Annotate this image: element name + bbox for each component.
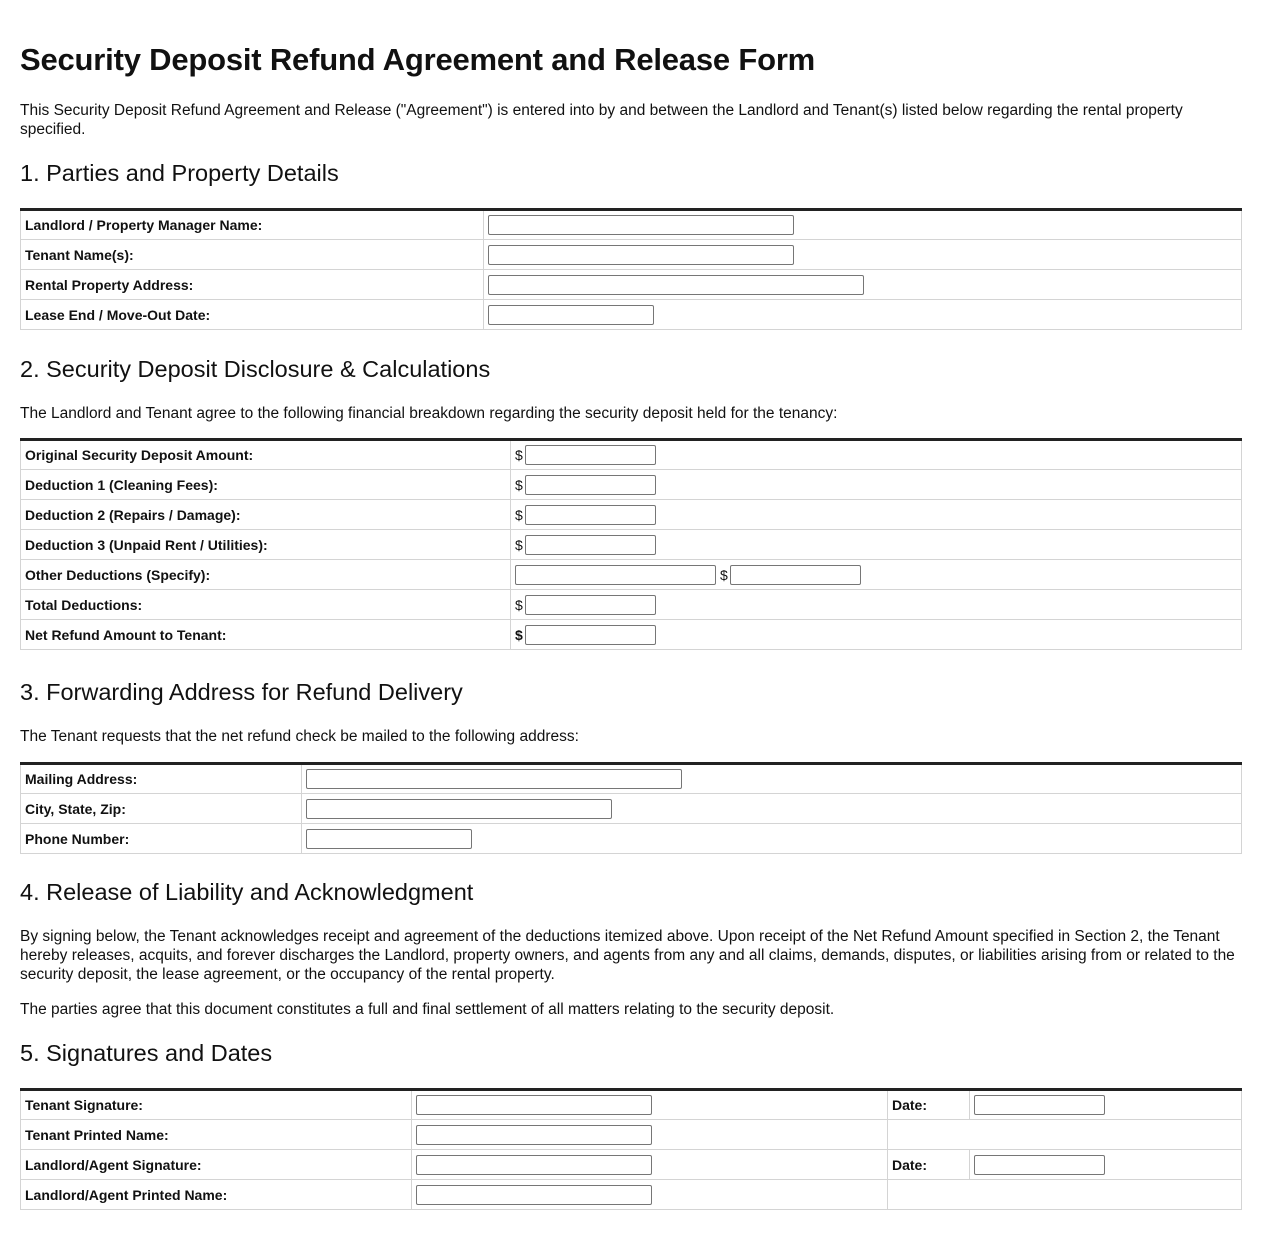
table-row xyxy=(21,1120,1242,1150)
signatures-table xyxy=(20,1088,1242,1210)
section1-heading: 1. Parties and Property Details xyxy=(20,160,339,186)
dollar-sign: $ xyxy=(720,566,728,583)
table-row xyxy=(21,560,1242,590)
repairs-damage-input[interactable] xyxy=(525,505,656,525)
phone-number-input[interactable] xyxy=(306,829,472,849)
other-deductions-label: Other Deductions (Specify): xyxy=(21,560,511,590)
table-row xyxy=(21,794,1242,824)
dollar-sign: $ xyxy=(515,536,523,553)
total-deductions-label: Total Deductions: xyxy=(21,590,511,620)
property-address-input[interactable] xyxy=(488,275,864,295)
original-deposit-label: Original Security Deposit Amount: xyxy=(21,440,511,470)
dollar-sign: $ xyxy=(515,596,523,613)
city-state-zip-label: City, State, Zip: xyxy=(21,794,302,824)
table-row xyxy=(21,210,1242,240)
landlord-name-input[interactable] xyxy=(488,215,794,235)
move-out-date-input[interactable] xyxy=(488,305,654,325)
date-label: Date: xyxy=(888,1150,970,1180)
tenant-signature-input[interactable] xyxy=(416,1095,652,1115)
net-refund-label: Net Refund Amount to Tenant: xyxy=(21,620,511,650)
section4-heading: 4. Release of Liability and Acknowledgment xyxy=(20,879,474,905)
cleaning-fees-input[interactable] xyxy=(525,475,656,495)
tenant-names-label: Tenant Name(s): xyxy=(21,240,484,270)
original-deposit-input[interactable] xyxy=(525,445,656,465)
landlord-signature-label: Landlord/Agent Signature: xyxy=(21,1150,412,1180)
tenant-printed-name-input[interactable] xyxy=(416,1125,652,1145)
landlord-date-input[interactable] xyxy=(974,1155,1105,1175)
landlord-printed-name-label: Landlord/Agent Printed Name: xyxy=(21,1180,412,1210)
table-row xyxy=(21,300,1242,330)
dollar-sign: $ xyxy=(515,506,523,523)
intro-text: This Security Deposit Refund Agreement and Release ("Agreement") is entered into by and between the Landlord and Tenant(s) listed below regarding the rental property specified. xyxy=(20,102,1183,138)
parties-table xyxy=(20,208,1242,330)
tenant-date-input[interactable] xyxy=(974,1095,1105,1115)
landlord-signature-input[interactable] xyxy=(416,1155,652,1175)
repairs-damage-label: Deduction 2 (Repairs / Damage): xyxy=(21,500,511,530)
unpaid-rent-label: Deduction 3 (Unpaid Rent / Utilities): xyxy=(21,530,511,560)
property-address-label: Rental Property Address: xyxy=(21,270,484,300)
table-row xyxy=(21,1090,1242,1120)
table-row xyxy=(21,590,1242,620)
page-title: Security Deposit Refund Agreement and Release Form xyxy=(20,42,816,77)
section3-heading: 3. Forwarding Address for Refund Delivery xyxy=(20,679,463,705)
table-row xyxy=(21,500,1242,530)
dollar-sign: $ xyxy=(515,476,523,493)
cleaning-fees-label: Deduction 1 (Cleaning Fees): xyxy=(21,470,511,500)
section2-heading: 2. Security Deposit Disclosure & Calculations xyxy=(20,356,491,382)
deposit-table xyxy=(20,438,1242,650)
table-row xyxy=(21,620,1242,650)
section5-heading: 5. Signatures and Dates xyxy=(20,1040,273,1066)
table-row xyxy=(21,764,1242,794)
table-row xyxy=(21,1180,1242,1210)
tenant-printed-name-label: Tenant Printed Name: xyxy=(21,1120,412,1150)
table-row xyxy=(21,270,1242,300)
table-row xyxy=(21,530,1242,560)
table-row xyxy=(21,440,1242,470)
table-row xyxy=(21,824,1242,854)
city-state-zip-input[interactable] xyxy=(306,799,612,819)
phone-number-label: Phone Number: xyxy=(21,824,302,854)
total-deductions-input[interactable] xyxy=(525,595,656,615)
tenant-names-input[interactable] xyxy=(488,245,794,265)
net-refund-input[interactable] xyxy=(525,625,656,645)
table-row xyxy=(21,470,1242,500)
mailing-address-input[interactable] xyxy=(306,769,682,789)
mailing-address-label: Mailing Address: xyxy=(21,764,302,794)
other-deductions-amount-input[interactable] xyxy=(730,565,861,585)
date-label: Date: xyxy=(888,1090,970,1120)
tenant-signature-label: Tenant Signature: xyxy=(21,1090,412,1120)
forwarding-address-table xyxy=(20,762,1242,854)
table-row xyxy=(21,1150,1242,1180)
settlement-paragraph: The parties agree that this document constitutes a full and final settlement of all matters relating to the security deposit. xyxy=(20,1001,835,1018)
section2-description: The Landlord and Tenant agree to the following financial breakdown regarding the security deposit held for the tenancy: xyxy=(20,405,838,422)
unpaid-rent-input[interactable] xyxy=(525,535,656,555)
section3-description: The Tenant requests that the net refund check be mailed to the following address: xyxy=(20,728,579,745)
move-out-date-label: Lease End / Move-Out Date: xyxy=(21,300,484,330)
other-deductions-specify-input[interactable] xyxy=(515,565,716,585)
landlord-printed-name-input[interactable] xyxy=(416,1185,652,1205)
table-row xyxy=(21,240,1242,270)
landlord-name-label: Landlord / Property Manager Name: xyxy=(21,210,484,240)
dollar-sign: $ xyxy=(515,447,523,463)
release-paragraph: By signing below, the Tenant acknowledges receipt and agreement of the deductions itemized above. Upon receipt of the Net Refund Amount specified in Section 2, the Tenant hereby releases, acquits, and forever discharges the Landlord, property owners, and agents from any and all claims, demands, disputes, or liabilities arising from or related to the security deposit, the lease agreement, or the occupancy of the rental property. xyxy=(20,928,1235,983)
dollar-sign: $ xyxy=(515,626,523,643)
